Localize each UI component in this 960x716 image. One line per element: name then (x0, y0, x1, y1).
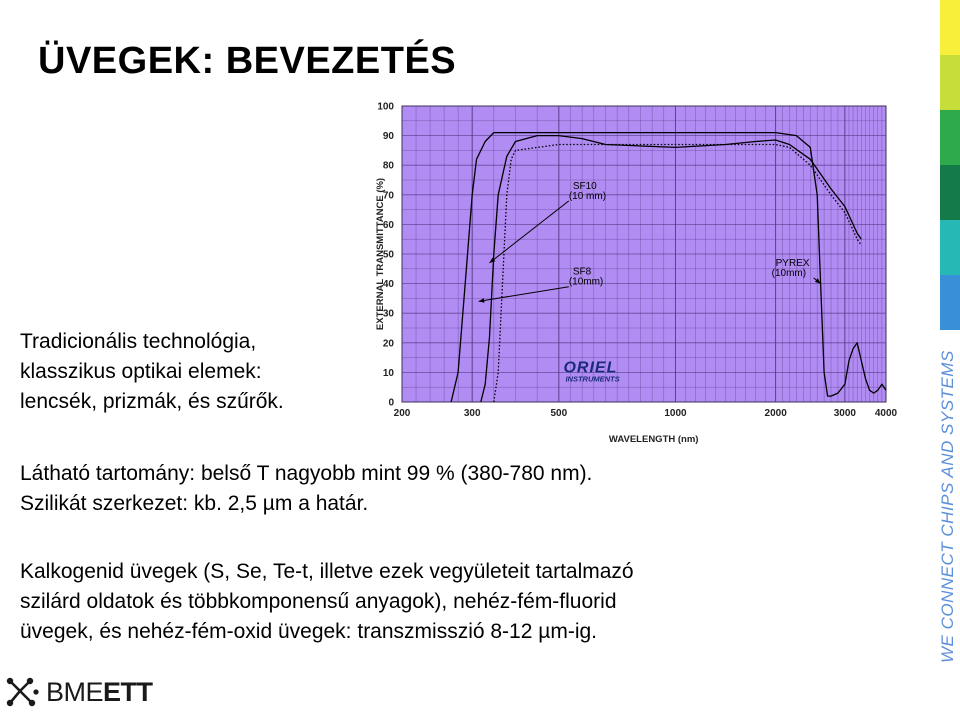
x-tick-label: 4000 (874, 408, 898, 419)
color-bar-segment (940, 55, 960, 110)
text-line: Szilikát szerkezet: kb. 2,5 µm a határ. (20, 492, 369, 515)
chart-grid (402, 106, 886, 402)
series-label-sf10: SF10 (572, 180, 597, 192)
x-tick-label: 1000 (664, 408, 687, 419)
y-axis-label: EXTERNAL TRANSMITTANCE (%) (375, 177, 386, 331)
logo-text-bold: ETT (103, 676, 153, 707)
color-bar-segment (940, 0, 960, 55)
text-block-chalcogenide (20, 557, 634, 647)
oriel-watermark (563, 359, 619, 383)
series-sublabel-pyrex: (10mm) (771, 267, 807, 279)
x-axis-label: WAVELENGTH (nm) (608, 434, 699, 445)
chart-svg (370, 92, 900, 448)
x-tick-label: 2000 (764, 408, 787, 419)
text-line: Látható tartomány: belső T nagyobb mint 99 % (380-780 nm). (20, 462, 593, 485)
text-block-traditional (20, 327, 284, 417)
y-tick-label: 100 (377, 101, 394, 113)
text-line: szilárd oldatok és többkomponensű anyagok), nehéz-fém-fluorid (20, 590, 617, 613)
color-bar-segment (940, 275, 960, 330)
logo-wordmark (46, 677, 153, 708)
series-sublabel-sf8: (10mm) (568, 276, 604, 288)
watermark-sub-text: INSTRUMENTS (565, 374, 620, 384)
color-bar-segment (940, 110, 960, 165)
y-tick-label: 0 (388, 397, 394, 409)
y-tick-label: 50 (382, 249, 394, 261)
y-tick-label: 80 (382, 160, 394, 172)
text-line: lencsék, prizmák, és szűrők. (20, 390, 284, 413)
logo-text-light: BME (46, 676, 104, 707)
bmeett-logo (6, 672, 153, 712)
watermark-logo-text: ORIEL (563, 359, 618, 377)
series-label-pyrex: PYREX (775, 257, 810, 269)
slogan-text: WE CONNECT CHIPS AND SYSTEMS (938, 350, 957, 663)
y-tick-label: 30 (382, 308, 394, 320)
color-bar-segment (940, 165, 960, 220)
transmittance-chart (370, 92, 900, 448)
x-tick-label: 3000 (833, 408, 856, 419)
circuit-logo-icon (6, 675, 40, 709)
text-line: Kalkogenid üvegek (S, Se, Te-t, illetve ezek vegyületeit tartalmazó (20, 560, 634, 583)
text-line: üvegek, és nehéz-fém-oxid üvegek: transzmisszió 8-12 µm-ig. (20, 620, 598, 643)
text-block-visible-range (20, 459, 592, 519)
text-line: klasszikus optikai elemek: (20, 360, 262, 383)
y-tick-label: 40 (382, 279, 394, 291)
color-bar-segment (940, 220, 960, 275)
x-tick-labels (394, 408, 898, 419)
page-title: ÜVEGEK: BEVEZETÉS (38, 40, 457, 82)
x-tick-label: 200 (393, 408, 411, 419)
series-label-sf8: SF8 (572, 266, 592, 278)
x-tick-label: 300 (463, 408, 481, 419)
y-tick-label: 90 (382, 131, 394, 143)
y-tick-label: 10 (382, 367, 394, 379)
series-sublabel-sf10: (10 mm) (568, 190, 607, 202)
brand-color-bar (940, 0, 960, 330)
y-tick-label: 20 (382, 338, 394, 350)
y-tick-label: 60 (382, 219, 394, 231)
text-line: Tradicionális technológia, (20, 330, 257, 353)
y-tick-label: 70 (382, 190, 394, 202)
x-tick-label: 500 (550, 408, 568, 419)
